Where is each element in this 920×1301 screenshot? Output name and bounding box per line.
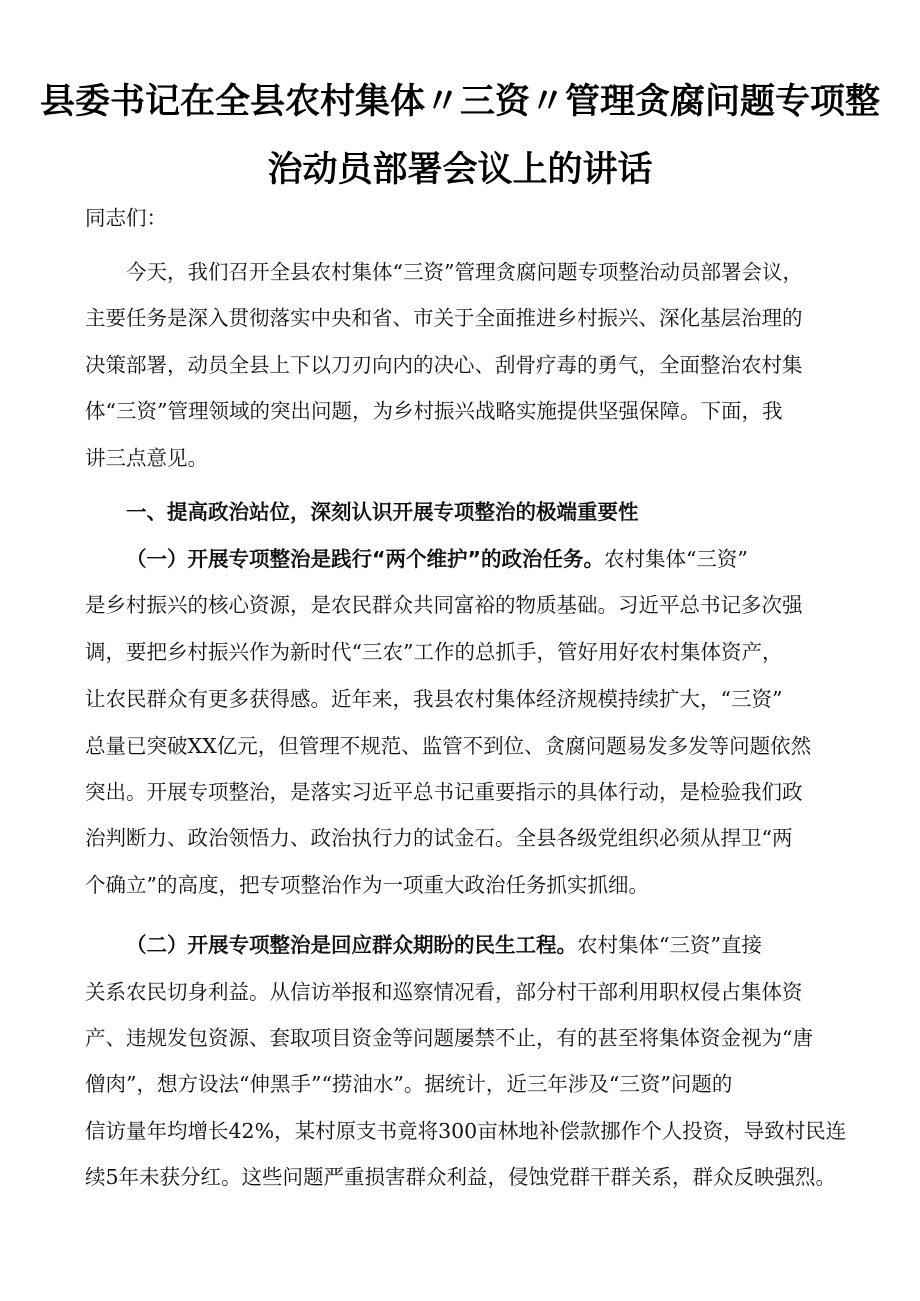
paragraph-line: 调，要把乡村振兴作为新时代“三农”工作的总抓手，管好用好农村集体资产， [85,640,783,664]
subsection-heading-1: （一）开展专项整治是践行“两个维护”的政治任务。 [126,547,604,571]
paragraph-line: 体“三资”管理领域的突出问题，为乡村振兴战略实施提供坚强保障。下面，我 [85,399,783,423]
subsection-heading-2: （二）开展专项整治是回应群众期盼的民生工程。 [126,933,577,957]
paragraph-line: 讲三点意见。 [85,446,208,470]
paragraph-line: 突出。开展专项整治，是落实习近平总书记重要指示的具体行动，是检验我们政 [85,780,803,804]
paragraph-line: 关系农民切身利益。从信访举报和巡察情况看，部分村干部利用职权侵占集体资 [85,980,803,1004]
paragraph-line: 产、违规发包资源、套取项目资金等问题屡禁不止，有的甚至将集体资金视为“唐 [85,1026,813,1050]
paragraph-line: 僧肉”，想方设法“伸黑手”“捞油水”。据统计，近三年涉及“三资”问题的 [85,1072,733,1096]
paragraph-line: 总量已突破XX亿元，但管理不规范、监管不到位、贪腐问题易发多发等问题依然 [85,734,812,758]
section-heading-1: 一、提高政治站位，深刻认识开展专项整治的极端重要性 [126,500,639,524]
paragraph-line: 今天，我们召开全县农村集体“三资”管理贪腐问题专项整治动员部署会议， [126,260,803,284]
subsection-text: 农村集体“三资”直接 [577,933,762,957]
paragraph-line: 个确立”的高度，把专项整治作为一项重大政治任务抓实抓细。 [85,873,649,897]
paragraph-line: 让农民群众有更多获得感。近年来，我县农村集体经济规模持续扩大，“三资” [85,687,783,711]
subsection-text: 农村集体“三资” [603,547,748,571]
paragraph-line: 治判断力、政治领悟力、政治执行力的试金石。全县各级党组织必须从捍卫“两 [85,826,793,850]
paragraph-line: 信访量年均增长42%，某村原支书竟将300亩林地补偿款挪作个人投资，导致村民连 [85,1119,847,1143]
paragraph-line: 是乡村振兴的核心资源，是农民群众共同富裕的物质基础。习近平总书记多次强 [85,593,803,617]
paragraph-line: 主要任务是深入贯彻落实中央和省、市关于全面推进乡村振兴、深化基层治理的 [85,306,803,330]
paragraph-line: 决策部署，动员全县上下以刀刃向内的决心、刮骨疗毒的勇气，全面整治农村集 [85,353,803,377]
subsection-2-first-line [126,930,762,960]
subsection-1-first-line [126,544,748,574]
document-title-line-1: 县委书记在全县农村集体〃三资〃管理贪腐问题专项整 [40,82,881,122]
document-title-line-2: 治动员部署会议上的讲话 [267,150,653,190]
salutation: 同志们： [85,206,167,230]
paragraph-line: 续5年未获分红。这些问题严重损害群众利益，侵蚀党群干群关系，群众反映强烈。 [85,1165,837,1189]
